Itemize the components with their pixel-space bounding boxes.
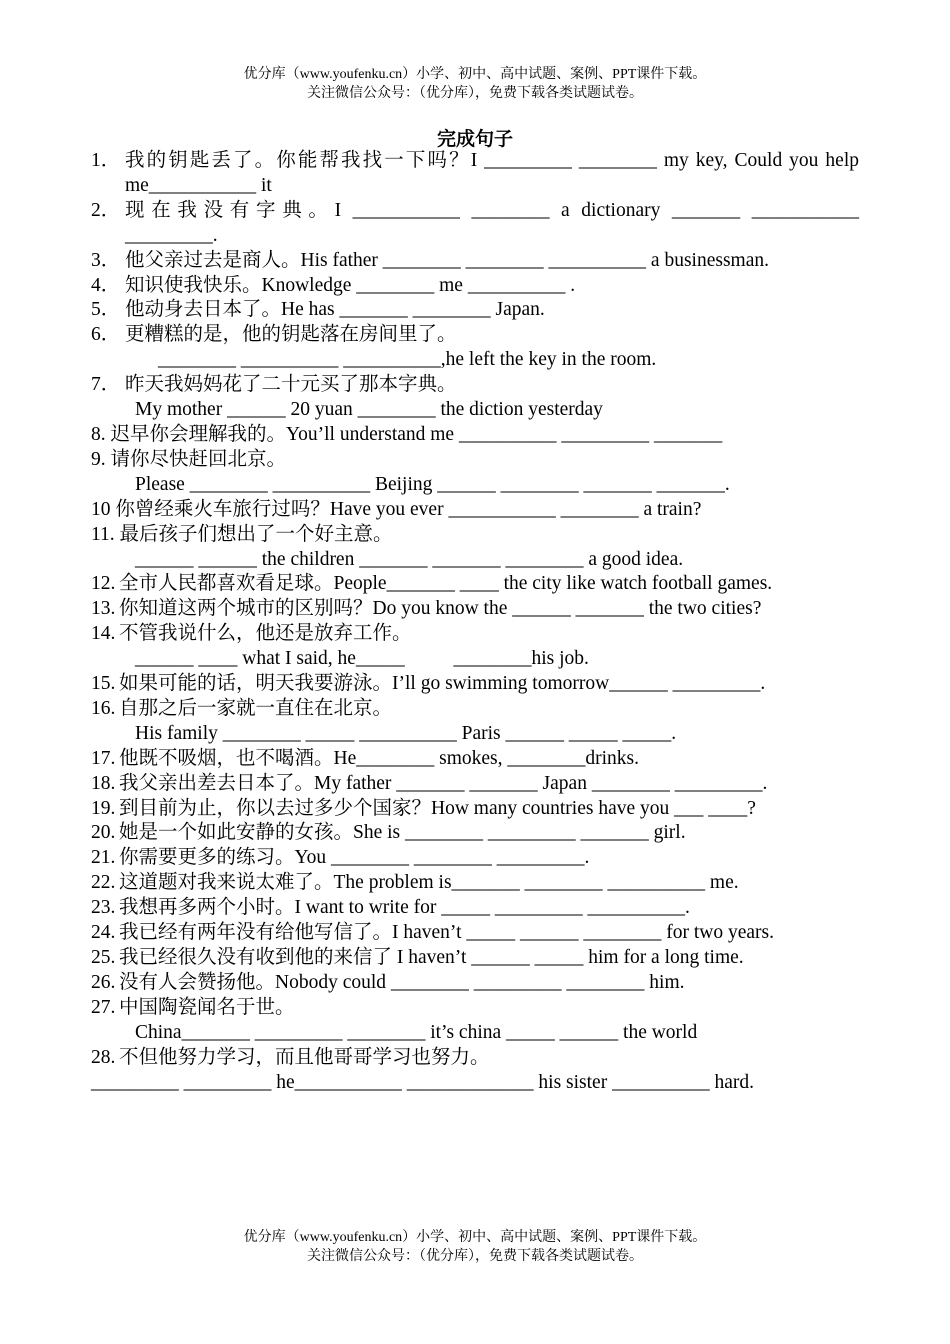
answer-line: China_______ _________ ________ it’s china _____ ______ the world bbox=[135, 1021, 698, 1043]
question-number: 25. bbox=[91, 947, 116, 968]
question-text: 现在我没有字典。I ___________ ________ a dictionary _______ ___________ _________. bbox=[125, 199, 859, 246]
question-text: 自那之后一家就一直住在北京。 bbox=[119, 697, 393, 719]
question-text: 他父亲过去是商人。His father ________ ________ __________ a businessman. bbox=[125, 249, 769, 271]
question-text: 到目前为止，你以去过多少个国家？How many countries have you ___ ____? bbox=[119, 797, 756, 819]
page-title: 完成句子 bbox=[436, 129, 513, 150]
question-number: 16. bbox=[91, 697, 116, 719]
question-text: 不但他努力学习，而且他哥哥学习也努力。 bbox=[119, 1046, 490, 1068]
question-3 bbox=[91, 249, 859, 274]
question-19 bbox=[91, 797, 859, 822]
question-text: 我的钥匙丢了。你能帮我找一下吗？I _________ ________ my key, Could you help me___________ it bbox=[125, 150, 859, 196]
question-16 bbox=[91, 697, 859, 722]
question-text: 知识使我快乐。Knowledge ________ me __________ . bbox=[125, 274, 576, 296]
question-number: 24. bbox=[91, 922, 116, 944]
question-28 bbox=[91, 1046, 859, 1071]
question-text: 我已经很久没有收到他的来信了 I haven’t ______ _____ him for a long time. bbox=[119, 947, 744, 968]
question-text: 我父亲出差去日本了。My father _______ _______ Japan ________ _________. bbox=[119, 772, 768, 794]
question-number: 15. bbox=[91, 673, 116, 695]
question-text: 你需要更多的练习。You ________ ________ _________. bbox=[119, 847, 590, 869]
question-text: 我想再多两个小时。I want to write for _____ _________ __________. bbox=[119, 897, 690, 919]
question-text: 全市人民都喜欢看足球。People_______ ____ the city like watch football games. bbox=[119, 573, 773, 595]
answer-line: Please ________ __________ Beijing ______ ________ _______ _______. bbox=[135, 473, 730, 495]
question-7 bbox=[91, 373, 859, 398]
question-25 bbox=[91, 946, 859, 971]
page-header bbox=[0, 65, 950, 103]
question-number: 27. bbox=[91, 996, 116, 1018]
question-number: 3． bbox=[91, 249, 121, 271]
header-line-2: 关注微信公众号：（优分库），免费下载各类试题试卷。 bbox=[307, 86, 643, 101]
question-number: 17. bbox=[91, 747, 116, 769]
question-text: 如果可能的话，明天我要游泳。I’ll go swimming tomorrow______ _________. bbox=[119, 673, 766, 695]
answer-line: His family ________ _____ __________ Paris ______ _____ _____. bbox=[135, 722, 677, 744]
footer-line-2: 关注微信公众号：（优分库），免费下载各类试题试卷。 bbox=[307, 1249, 643, 1264]
question-text: 没有人会赞扬他。Nobody could ________ _________ ________ him. bbox=[119, 971, 685, 993]
question-number: 14. bbox=[91, 623, 116, 645]
question-number: 19. bbox=[91, 797, 116, 819]
question-11: 11. 最后孩子们想出了一个好主意。 bbox=[91, 523, 393, 545]
answer-line: ______ ____ what I said, he_____ ________his job. bbox=[135, 648, 589, 670]
question-number: 21. bbox=[91, 847, 116, 869]
question-text: 不管我说什么，他还是放弃工作。 bbox=[119, 623, 412, 645]
question-6 bbox=[91, 323, 859, 348]
question-15 bbox=[91, 672, 859, 697]
question-text: 我已经有两年没有给他写信了。I haven’t _____ ______ ________ for two years. bbox=[119, 922, 774, 944]
question-9: 9. 请你尽快赶回北京。 bbox=[91, 448, 287, 470]
question-number: 6． bbox=[91, 324, 121, 346]
question-20 bbox=[91, 821, 859, 846]
question-1 bbox=[91, 149, 859, 199]
question-text: 你知道这两个城市的区别吗？Do you know the ______ _______ the two cities? bbox=[119, 598, 762, 620]
header-line-1: 优分库（www.youfenku.cn）小学、初中、高中试题、案例、PPT课件下载。 bbox=[243, 67, 707, 82]
question-text: 更糟糕的是，他的钥匙落在房间里了。 bbox=[125, 324, 457, 346]
question-4 bbox=[91, 274, 859, 299]
question-17 bbox=[91, 747, 859, 772]
question-14 bbox=[91, 622, 859, 647]
question-24 bbox=[91, 921, 859, 946]
question-8: 8. 迟早你会理解我的。You’ll understand me __________ _________ _______ bbox=[91, 423, 723, 445]
answer-line: _________ _________ he___________ _____________ his sister __________ hard. bbox=[91, 1071, 754, 1093]
question-text: 这道题对我来说太难了。The problem is_______ ________ __________ me. bbox=[119, 872, 739, 894]
question-number: 7． bbox=[91, 374, 121, 396]
question-27 bbox=[91, 996, 859, 1021]
exercise-list bbox=[91, 149, 859, 1095]
question-10: 10 你曾经乘火车旅行过吗？Have you ever ___________ ________ a train? bbox=[91, 498, 702, 520]
question-number: 1． bbox=[91, 150, 121, 171]
question-13 bbox=[91, 597, 859, 622]
question-number: 12. bbox=[91, 573, 116, 595]
question-number: 13. bbox=[91, 598, 116, 620]
question-text: 他动身去日本了。He has _______ ________ Japan. bbox=[125, 299, 545, 321]
question-number: 18. bbox=[91, 772, 116, 794]
question-number: 4． bbox=[91, 274, 121, 296]
question-number: 22. bbox=[91, 872, 116, 894]
question-number: 2． bbox=[91, 199, 121, 221]
question-21 bbox=[91, 846, 859, 871]
question-18 bbox=[91, 772, 859, 797]
question-number: 20. bbox=[91, 822, 116, 844]
question-2 bbox=[91, 199, 859, 249]
question-text: 昨天我妈妈花了二十元买了那本字典。 bbox=[125, 374, 457, 396]
question-23 bbox=[91, 896, 859, 921]
question-number: 26. bbox=[91, 971, 116, 993]
footer-line-1: 优分库（www.youfenku.cn）小学、初中、高中试题、案例、PPT课件下载。 bbox=[243, 1230, 707, 1245]
question-number: 23. bbox=[91, 897, 116, 919]
question-12 bbox=[91, 572, 859, 597]
question-26 bbox=[91, 971, 859, 996]
answer-line: My mother ______ 20 yuan ________ the diction yesterday bbox=[135, 399, 603, 421]
answer-line: ______ ______ the children _______ _______ ________ a good idea. bbox=[135, 548, 684, 570]
question-number: 28. bbox=[91, 1046, 116, 1068]
answer-line: ________ __________ __________,he left the key in the room. bbox=[158, 349, 657, 371]
question-5 bbox=[91, 298, 859, 323]
question-text: 他既不吸烟，也不喝酒。He________ smokes, ________drinks. bbox=[119, 747, 639, 769]
question-text: 中国陶瓷闻名于世。 bbox=[119, 996, 295, 1018]
page-footer bbox=[0, 1228, 950, 1266]
question-text: 她是一个如此安静的女孩。She is ________ _________ _______ girl. bbox=[119, 822, 686, 844]
question-number: 5． bbox=[91, 299, 121, 321]
question-22 bbox=[91, 871, 859, 896]
